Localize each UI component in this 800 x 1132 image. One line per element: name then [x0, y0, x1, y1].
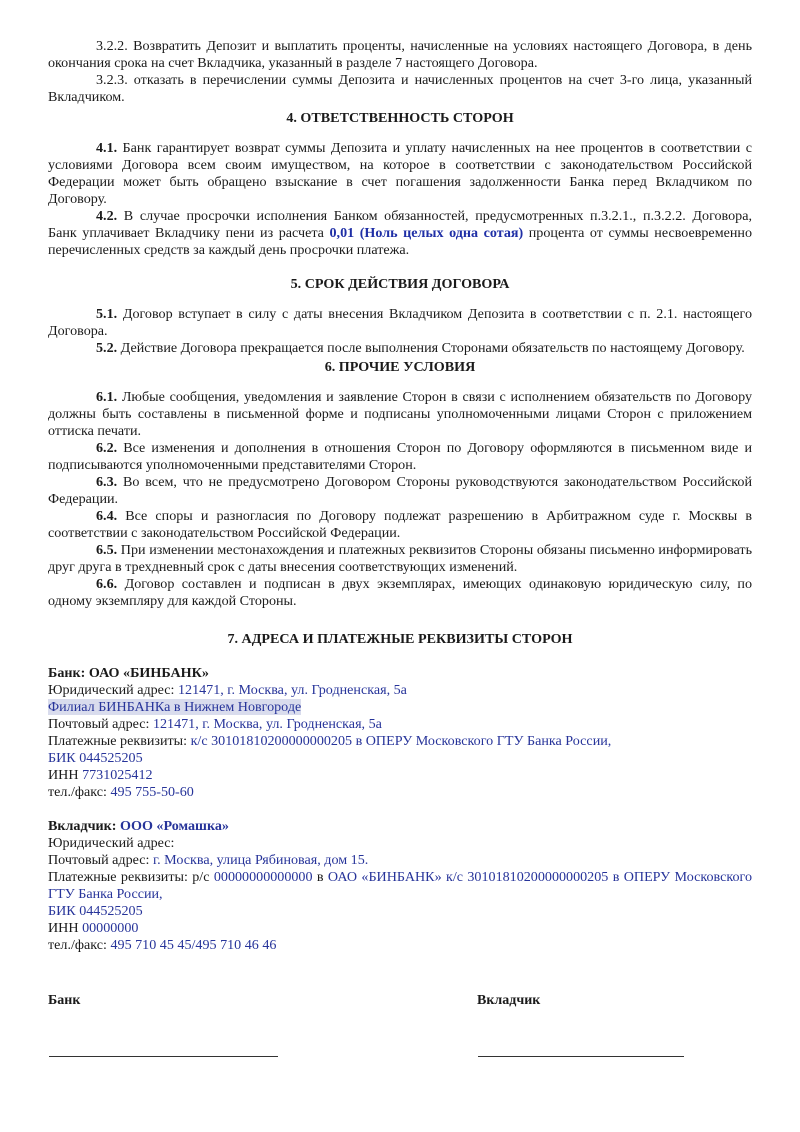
field-value: г. Москва, улица Рябиновая, дом 15. [152, 852, 369, 868]
clause-3-2-2: 3.2.2. Возвратить Депозит и выплатить проценты, начисленные на условиях настоящего Договора, в день окончания срока на счет Вкладчика, указанный в разделе 7 настоящего Договора. [48, 38, 752, 71]
signature-line-depositor [478, 1056, 684, 1057]
clause-number: 6.3. [96, 474, 118, 490]
clause-text: Действие Договора прекращается после выполнения Сторонами обязательств по настоящему Договору. [117, 340, 745, 356]
field-value: 495 710 45 45/495 710 46 46 [110, 937, 277, 953]
clause-text: Банк гарантирует возврат суммы Депозита и уплату начисленных на нее процентов в соответствии с условиями Договора всем своим имуществом, на которое в соответствии с законодательством Российской Федерации может быть обращено взыскание в счет погашения задолженности Банка перед Вкладчиком по Договору. [48, 140, 752, 207]
depositor-inn [48, 920, 752, 937]
bank-label: Банк: ОАО «БИНБАНК» [48, 665, 209, 681]
clause-text: В случае просрочки исполнения Банком обязанностей, предусмотренных п.3.2.1., п.3.2.2. Договора, Банк уплачивает Вкладчику пени из расчета [48, 208, 752, 241]
clause-number: 4.2. [96, 208, 118, 224]
section-7-title: 7. АДРЕСА И ПЛАТЕЖНЫЕ РЕКВИЗИТЫ СТОРОН [227, 631, 573, 647]
clause-6-4 [48, 508, 752, 542]
clause-5-1 [48, 306, 752, 340]
clause-3-2-3: 3.2.3. отказать в перечислении суммы Депозита и начисленных процентов на счет 3-го лица, указанный Вкладчиком. [48, 72, 752, 105]
depositor-phone [48, 937, 752, 954]
bank-bik: БИК 044525205 [48, 750, 143, 766]
field-value: 121471, г. Москва, ул. Гродненская, 5а [152, 716, 382, 732]
document-body [48, 38, 752, 954]
clause-5-2 [48, 340, 752, 357]
clause-text: процента от суммы несвоевременно перечисленных средств за каждый день просрочки платежа. [48, 225, 752, 258]
bank-branch [48, 699, 752, 716]
section-6-clauses [48, 389, 752, 610]
field-label: Почтовый адрес: [48, 716, 153, 732]
depositor-payment-details [48, 869, 752, 903]
clause-number: 6.5. [96, 542, 118, 558]
signature-label-bank: Банк [48, 993, 81, 1008]
clause-6-6 [48, 576, 752, 610]
field-label: тел./факс: [48, 784, 111, 800]
clause-6-5 [48, 542, 752, 576]
field-label: Юридический адрес: [48, 682, 178, 698]
field-value: к/с 30101810200000000205 в ОПЕРУ Московского ГТУ Банка России, [190, 733, 612, 749]
clause-6-3 [48, 474, 752, 508]
bank-inn [48, 767, 752, 784]
bank-details [48, 665, 752, 801]
field-label: ИНН [48, 767, 83, 783]
signature-line-bank [49, 1056, 278, 1057]
clause-6-1 [48, 389, 752, 440]
clause-number: 6.2. [96, 440, 118, 456]
clause-number: 4.1. [96, 140, 118, 156]
clause-text: Во всем, что не предусмотрено Договором Стороны руководствуются законодательством Российской Федерации. [48, 474, 752, 507]
field-label: в [312, 869, 328, 885]
field-value: 7731025412 [82, 767, 153, 783]
clause-text: Договор составлен и подписан в двух экземплярах, имеющих одинаковую юридическую силу, по одному экземпляру для каждой Стороны. [48, 576, 752, 609]
branch-name: Филиал БИНБАНКа в Нижнем Новгороде [48, 699, 302, 715]
section-6-title: 6. ПРОЧИЕ УСЛОВИЯ [324, 359, 476, 375]
clause-number: 5.1. [96, 306, 118, 322]
signature-label-depositor: Вкладчик [477, 993, 541, 1008]
clause-4-2 [48, 208, 752, 259]
depositor-postal-address [48, 852, 752, 869]
penalty-rate: 0,01 (Ноль целых одна сотая) [329, 225, 524, 241]
clause-number: 6.6. [96, 576, 118, 592]
depositor-name: ООО «Ромашка» [120, 818, 229, 834]
field-label: Почтовый адрес: [48, 852, 153, 868]
depositor-legal-address: Юридический адрес: [48, 835, 175, 851]
depositor-bik: БИК 044525205 [48, 903, 143, 919]
clause-text: Любые сообщения, уведомления и заявление Сторон в связи с исполнением обязательств по Договору должны быть составлены в письменной форме и подписаны уполномоченными лицами Сторон с приложением оттиска печати. [48, 389, 752, 439]
account-number: 00000000000000 [213, 869, 313, 885]
section-4-title: 4. ОТВЕТСТВЕННОСТЬ СТОРОН [286, 110, 514, 126]
field-value: 495 755-50-60 [110, 784, 194, 800]
field-label: ИНН [48, 920, 83, 936]
clause-number: 6.1. [96, 389, 118, 405]
bank-phone [48, 784, 752, 801]
field-label: Платежные реквизиты: [48, 733, 191, 749]
field-label: Вкладчик: [48, 818, 121, 834]
field-value: 121471, г. Москва, ул. Гродненская, 5а [177, 682, 407, 698]
clause-text: Договор вступает в силу с даты внесения Вкладчиком Депозита в соответствии с п. 2.1. настоящего Договора. [48, 306, 752, 339]
field-value: ОАО «БИНБАНК» к/с 30101810200000000205 в ОПЕРУ Московского ГТУ Банка России, [48, 869, 753, 902]
bank-legal-address [48, 682, 752, 699]
field-label: тел./факс: [48, 937, 111, 953]
clause-number: 5.2. [96, 340, 118, 356]
depositor-details [48, 818, 752, 954]
clause-text: При изменении местонахождения и платежных реквизитов Стороны обязаны письменно информировать друг друга в трехдневный срок с даты внесения соответствующих изменений. [48, 542, 752, 575]
clause-6-2 [48, 440, 752, 474]
bank-postal-address [48, 716, 752, 733]
clause-4-1 [48, 140, 752, 208]
clause-text: Все споры и разногласия по Договору подлежат разрешению в Арбитражном суде г. Москвы в соответствии с законодательством Российской Федерации. [48, 508, 752, 541]
bank-payment-details [48, 733, 752, 750]
clause-text: Все изменения и дополнения в отношения Сторон по Договору оформляются в письменном виде и подписываются уполномоченными представителями Сторон. [48, 440, 752, 473]
clause-number: 6.4. [96, 508, 118, 524]
depositor-label [48, 818, 752, 835]
field-label: Платежные реквизиты: р/с [48, 869, 214, 885]
field-value: 00000000 [82, 920, 139, 936]
section-5-title: 5. СРОК ДЕЙСТВИЯ ДОГОВОРА [290, 276, 510, 292]
